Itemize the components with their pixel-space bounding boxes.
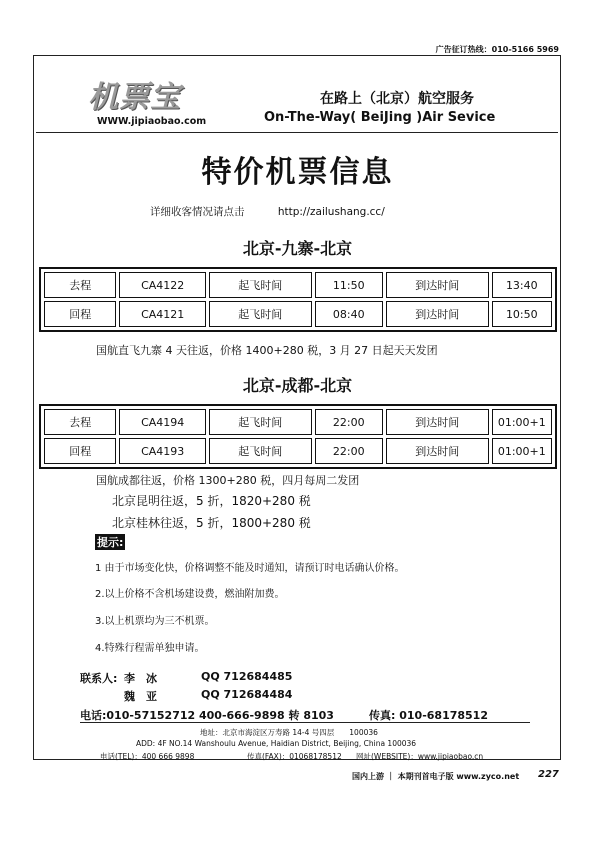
logo [88,72,218,115]
table-cell: 到达时间 [386,301,489,327]
route-title: 北京-成都-北京 [242,376,353,395]
footer-address-en: ADD: 4F NO.14 Wanshoulu Avenue, Haidian District, Beijing, China 100036 [136,739,417,748]
table-cell: 去程 [44,409,116,435]
page-number: 227 [538,769,559,780]
footer-address-cn: 地址：北京市海淀区万寿路 14-4 号四层 100036 [200,728,378,737]
footer-web[interactable]: 网址(WEBSITE)：www.jipiaobao.cn [356,752,484,761]
footer-tel: 电话(TEL)：400 666 9898 [100,752,195,761]
table-cell: CA4122 [119,272,206,298]
table-cell: 起飞时间 [209,438,312,464]
flight-table [39,404,557,469]
contact-qq: QQ 712684484 [201,688,293,701]
page-title: 特价机票信息 [201,155,394,190]
table-cell: 起飞时间 [209,409,312,435]
offer-line: 北京昆明往返，5 折，1820+280 税 [112,494,311,508]
tip-item: 1 由于市场变化快，价格调整不能及时通知，请预订时电话确认价格。 [95,563,405,574]
table-row [44,409,552,435]
table-cell: 01:00+1 [492,409,552,435]
table-row [44,272,552,298]
contact-name: 魏 亚 [124,690,157,703]
table-cell: 10:50 [492,301,552,327]
route-title: 北京-九寨-北京 [242,239,353,258]
tip-item: 2.以上价格不含机场建设费，燃油附加费。 [95,589,285,600]
contact-label: 联系人: [80,672,118,685]
logo-text: 机票宝 [88,80,181,115]
flight-table [39,267,557,332]
contact-phone: 电话:010-57152712 400-666-9898 转 8103 [80,709,334,722]
table-row [44,438,552,464]
logo-url[interactable]: WWW.jipiaobao.com [97,116,207,127]
table-cell: 11:50 [315,272,383,298]
footer-fax: 传真(FAX)：01068178512 [247,752,342,761]
table-cell: 22:00 [315,409,383,435]
detail-line [150,204,385,219]
table-cell: 回程 [44,438,116,464]
tip-item: 4.特殊行程需单独申请。 [95,643,205,654]
divider [36,132,558,133]
contact-qq: QQ 712684485 [201,670,293,683]
table-cell: CA4193 [119,438,206,464]
bottom-bar: 国内上游 ｜ 本期刊首电子版 www.zyco.net [352,772,520,781]
route-note: 国航直飞九寨 4 天往返，价格 1400+280 税，3 月 27 日起天天发团 [96,344,438,357]
table-cell: 到达时间 [386,409,489,435]
table-cell: 回程 [44,301,116,327]
table-cell: CA4121 [119,301,206,327]
table-cell: 去程 [44,272,116,298]
service-title-en: On-The-Way( BeiJing )Air Sevice [264,110,496,125]
divider [80,722,530,723]
ad-hotline: 广告征订热线：010-5166 5969 [435,45,559,54]
table-row [44,301,552,327]
table-cell: 到达时间 [386,438,489,464]
offer-line: 北京桂林往返，5 折，1800+280 税 [112,516,311,530]
tips-label: 提示: [97,536,124,549]
detail-label: 详细收客情况请点击 [150,206,245,218]
table-cell: 到达时间 [386,272,489,298]
table-cell: 22:00 [315,438,383,464]
table-cell: 起飞时间 [209,272,312,298]
contact-name: 李 冰 [124,672,157,685]
route-note: 国航成都往返，价格 1300+280 税，四月每周二发团 [96,474,360,487]
table-cell: 08:40 [315,301,383,327]
tip-item: 3.以上机票均为三不机票。 [95,616,215,627]
table-cell: 起飞时间 [209,301,312,327]
table-cell: CA4194 [119,409,206,435]
table-cell: 13:40 [492,272,552,298]
service-title-cn: 在路上（北京）航空服务 [320,91,474,107]
contact-fax: 传真: 010-68178512 [369,709,488,722]
detail-link[interactable]: http://zailushang.cc/ [277,206,385,218]
table-cell: 01:00+1 [492,438,552,464]
